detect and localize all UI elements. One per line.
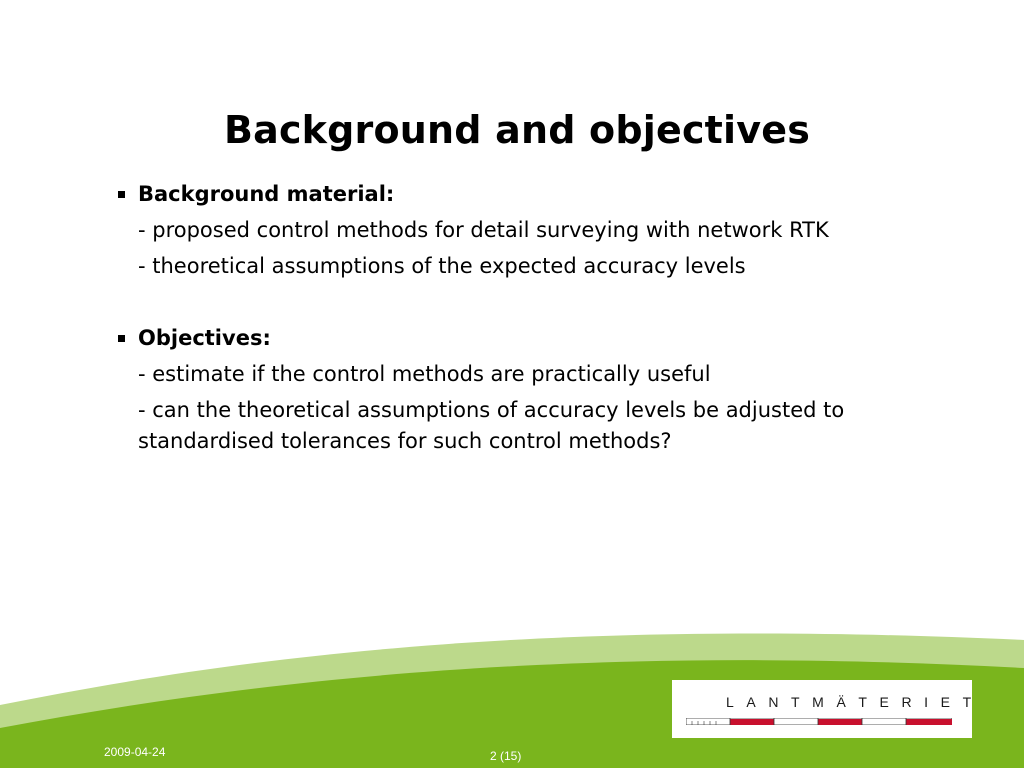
sub-item: - estimate if the control methods are practically useful [138, 362, 711, 386]
footer-date: 2009-04-24 [104, 745, 166, 759]
page-number: 2 (15) [490, 749, 522, 763]
slide-title: Background and objectives [223, 108, 811, 152]
sub-item: - proposed control methods for detail surveying with network RTK [138, 218, 829, 242]
sub-item: - theoretical assumptions of the expected accuracy levels [138, 254, 746, 278]
section-heading: Objectives: [138, 326, 271, 350]
logo-scale-bar [686, 718, 952, 725]
sub-item: - can the theoretical assumptions of accuracy levels be adjusted to standardised tolerances for such control methods? [138, 398, 845, 453]
section-heading: Background material: [138, 182, 395, 206]
lantmateriet-logo [686, 694, 984, 728]
logo-text: LANTMÄTERIET [726, 694, 984, 710]
